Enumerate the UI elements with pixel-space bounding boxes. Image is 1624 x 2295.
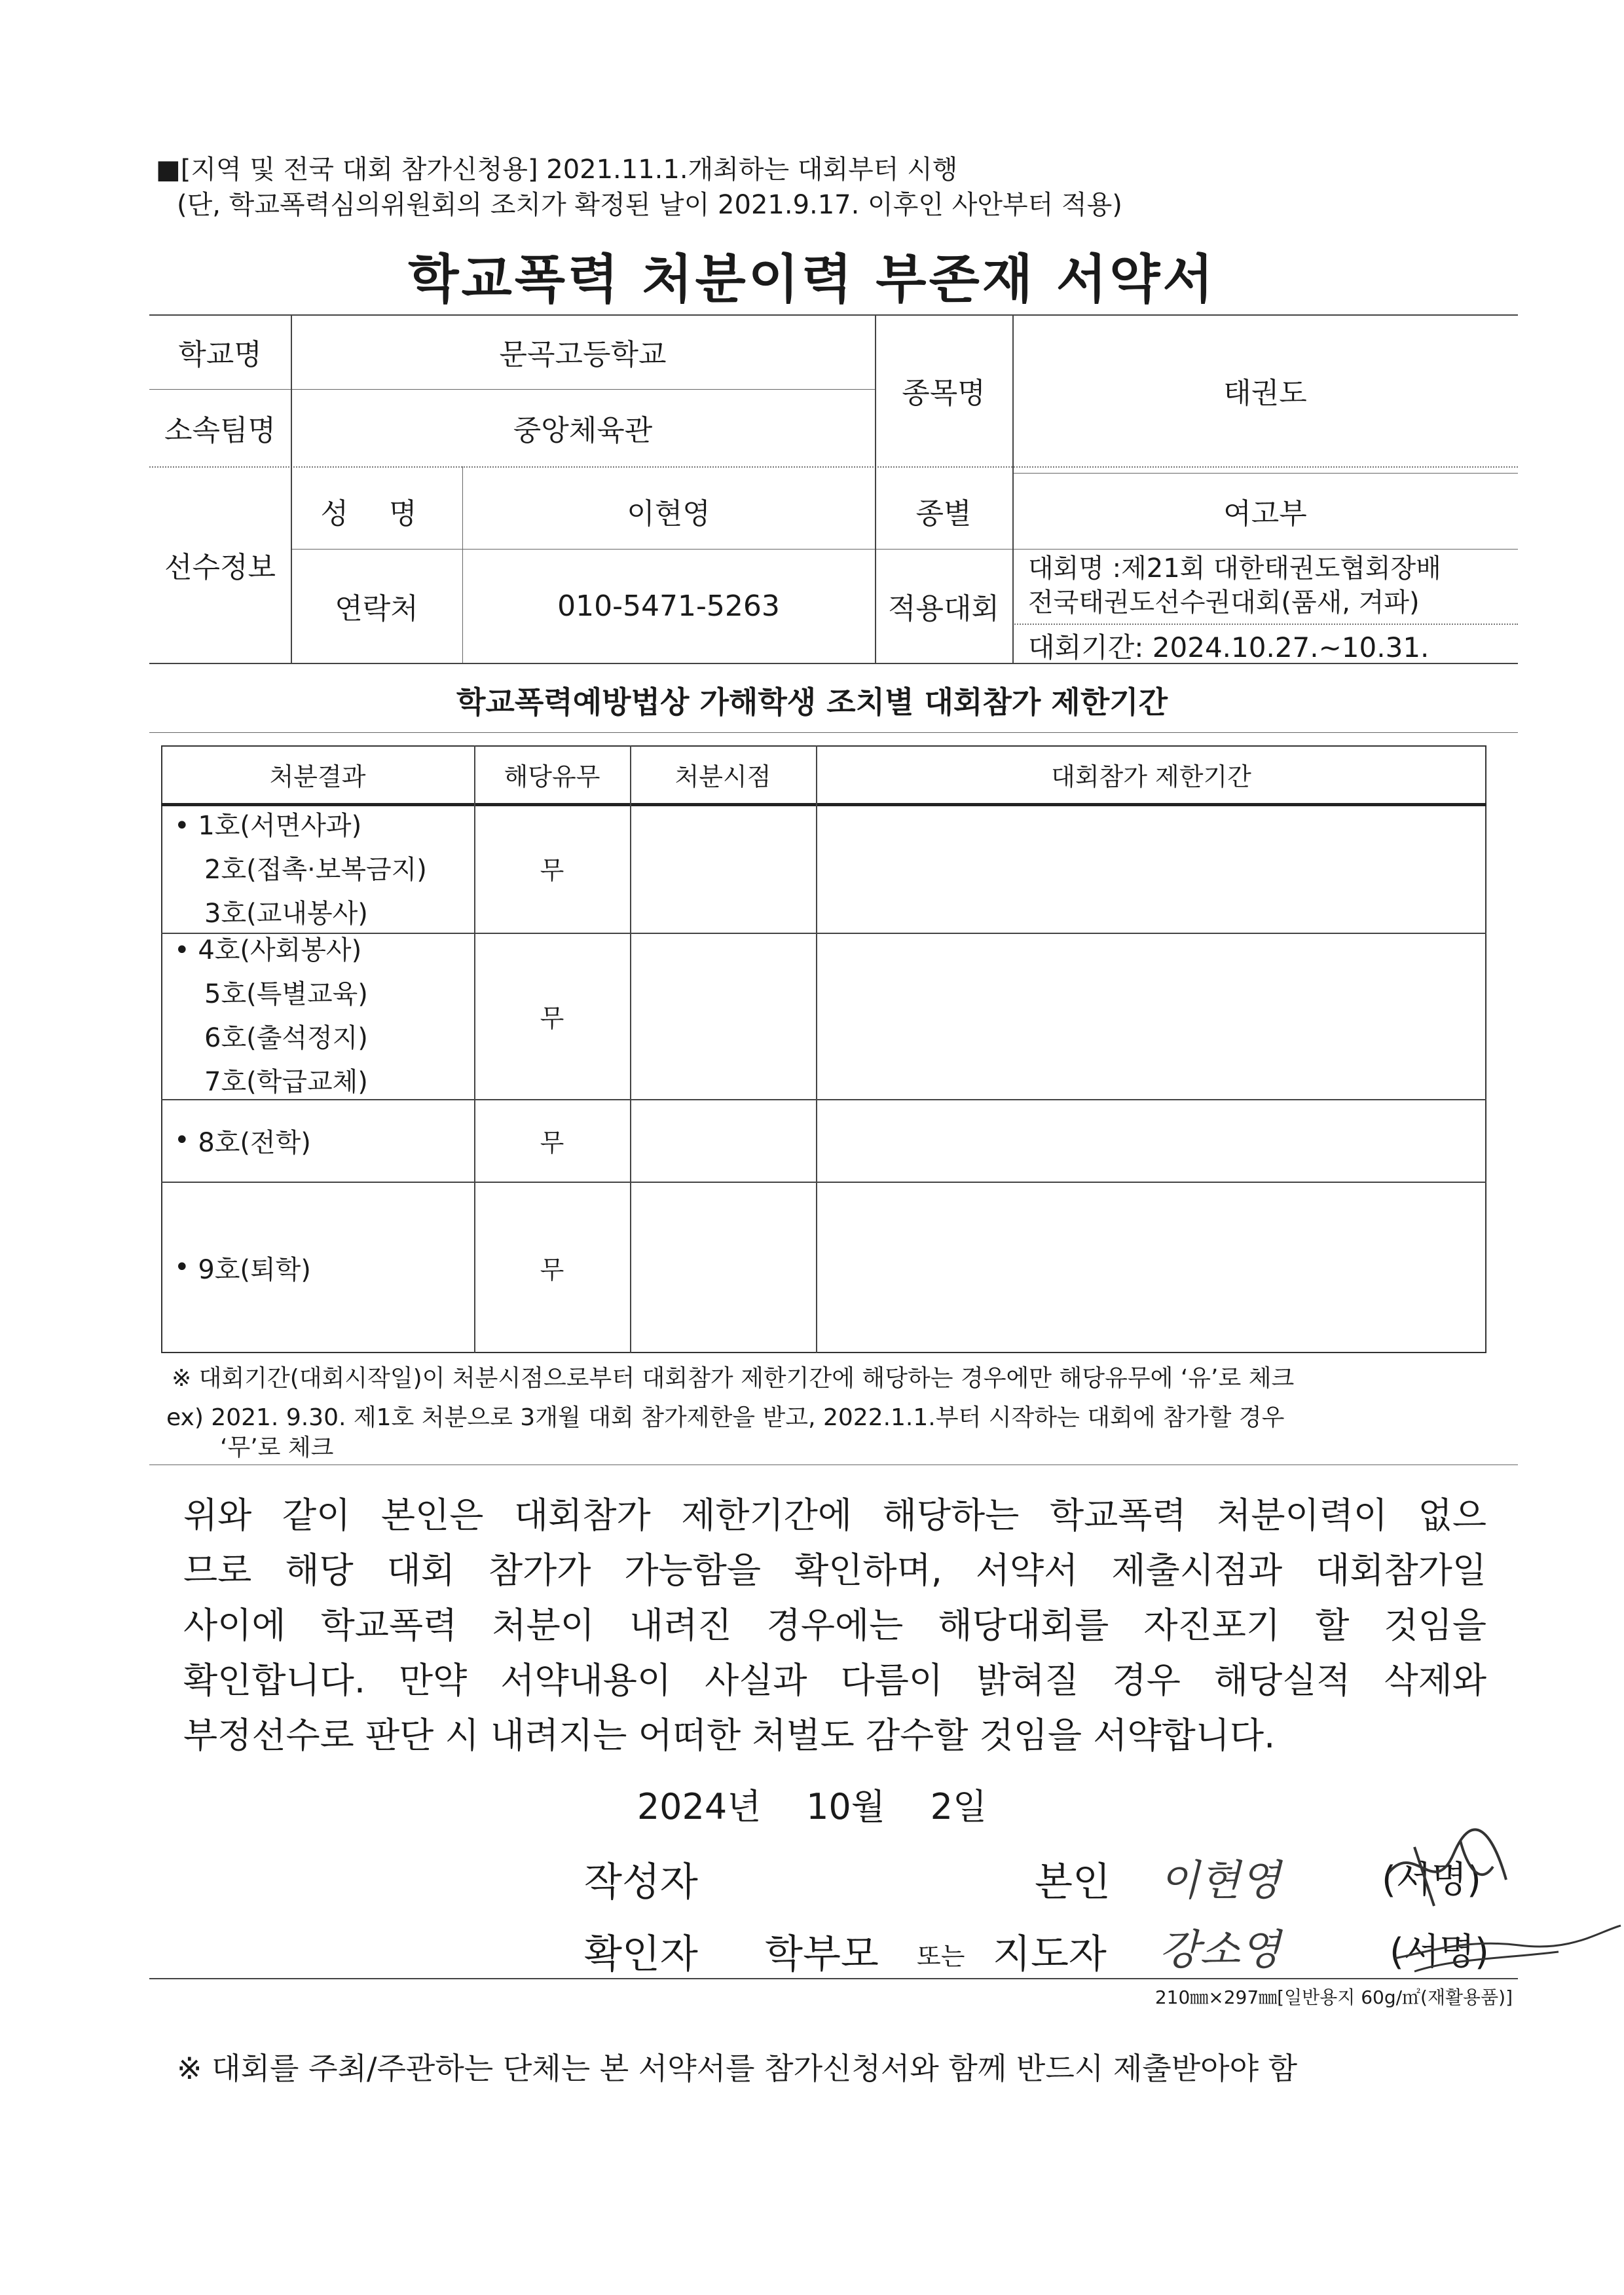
table-row: • 8호(전학) [174, 1125, 311, 1158]
bullet-icon: • [174, 1252, 190, 1282]
team-value: 중앙체육관 [513, 414, 653, 447]
row2-limit [816, 933, 1486, 1099]
bullet-icon: • [174, 935, 190, 965]
name-label: 성 명 [320, 497, 433, 531]
team-label: 소속팀명 [164, 414, 276, 447]
table-row: • 9호(퇴학) [174, 1252, 311, 1285]
competition-name: 대회명 :제21회 대한태권도협회장배 전국태권도선수권대회(품새, 겨파) [1028, 553, 1441, 618]
document-title: 학교폭력 처분이력 부존재 서약서 [408, 249, 1216, 310]
row1-time [630, 803, 816, 933]
coach-signature: 강소영 [1159, 1926, 1281, 1975]
category-label: 종별 [915, 497, 972, 531]
signature-flourish-icon [1388, 1912, 1624, 1978]
player-info-label: 선수정보 [164, 551, 276, 584]
event-label: 종목명 [902, 377, 986, 410]
example-text-2: ‘무’로 체크 [220, 1434, 334, 1461]
table-row: • 1호(서면사과) 2호(접촉·보복금지) 3호(교내봉사) [174, 811, 427, 929]
school-value: 문곡고등학교 [499, 338, 667, 371]
row1-applicable: 무 [540, 855, 564, 885]
competition-label: 적용대회 [887, 592, 999, 625]
competition-period: 대회기간: 2024.10.27.~10.31. [1028, 631, 1430, 663]
header-limit: 대회참가 제한기간 [1051, 762, 1251, 791]
notice-line-2: (단, 학교폭력심의위원회의 조치가 확정된 날이 2021.9.17. 이후인 사안부터 적용) [177, 190, 1122, 220]
self-label: 본인 [1035, 1859, 1111, 1905]
event-value: 태권도 [1223, 377, 1307, 410]
note-text: ※ 대회기간(대회시작일)이 처분시점으로부터 대회참가 제한기간에 해당하는 경우에만 해당유무에 ‘유’로 체크 [172, 1365, 1295, 1392]
row4-limit [816, 1182, 1486, 1353]
row3-time [630, 1099, 816, 1182]
or-label: 또는 [917, 1942, 965, 1971]
category-value: 여고부 [1223, 497, 1307, 531]
notice-line-1: ■[지역 및 전국 대회 참가신청용] 2021.11.1.개최하는 대회부터 시행 [156, 155, 958, 185]
coach-label: 지도자 [993, 1931, 1107, 1977]
bullet-icon: • [174, 811, 190, 841]
example-text-1: ex) 2021. 9.30. 제1호 처분으로 3개월 대회 참가제한을 받고, 2022.1.1.부터 시작하는 대회에 참가할 경우 [166, 1404, 1285, 1431]
header-applicable: 해당유무 [504, 762, 600, 791]
paper-spec: 210㎜×297㎜[일반용지 60g/㎡(재활용품)] [1154, 1987, 1513, 2008]
contact-label: 연락처 [335, 592, 418, 625]
header-result: 처분결과 [269, 762, 366, 791]
writer-label: 작성자 [584, 1859, 698, 1905]
row3-applicable: 무 [540, 1128, 564, 1157]
row2-time [630, 933, 816, 1099]
header-time: 처분시점 [674, 762, 771, 791]
footer-note: ※ 대회를 주최/주관하는 단체는 본 서약서를 참가신청서와 함께 반드시 제출받아야 함 [177, 2051, 1298, 2086]
bullet-icon: • [174, 1125, 190, 1155]
signature-scribble-icon [1375, 1827, 1526, 1912]
school-label: 학교명 [178, 338, 262, 371]
contact-value: 010-5471-5263 [557, 589, 780, 623]
name-value: 이현영 [627, 497, 710, 531]
table-row: • 4호(사회봉사) 5호(특별교육) 6호(출석정지) 7호(학급교체) [174, 935, 368, 1097]
row1-limit [816, 803, 1486, 933]
section-title: 학교폭력예방법상 가해학생 조치별 대회참가 제한기간 [456, 684, 1168, 720]
sign-mark-2: (서명) [1390, 1931, 1489, 1973]
pledge-date: 2024년 10월 2일 [637, 1786, 987, 1827]
parent-label: 학부모 [765, 1931, 879, 1977]
row3-limit [816, 1099, 1486, 1182]
sign-mark-1: (서명) [1382, 1859, 1481, 1901]
row4-time [630, 1182, 816, 1353]
square-bullet-icon: ■ [156, 155, 181, 185]
row4-applicable: 무 [540, 1255, 564, 1284]
self-signature: 이현영 [1159, 1857, 1281, 1905]
confirmer-label: 확인자 [584, 1931, 698, 1977]
row2-applicable: 무 [540, 1003, 564, 1033]
pledge-paragraph: 위와 같이 본인은 대회참가 제한기간에 해당하는 학교폭력 처분이력이 없으 므로 해당 대회 참가가 가능함을 확인하며, 서약서 제출시점과 대회참가일 사이에 학교폭력 처분이 내려진 경우에는 해당대회를 자진포기 할 것임을 확인합니다. 만약 서약내용이 사실과 다름이 밝혀질 경우 해당실적 삭제와 부정선수로 판단 시 내려지는 어떠한 처벌도 감수할 것임을 서약합니다. [183, 1495, 1486, 1756]
